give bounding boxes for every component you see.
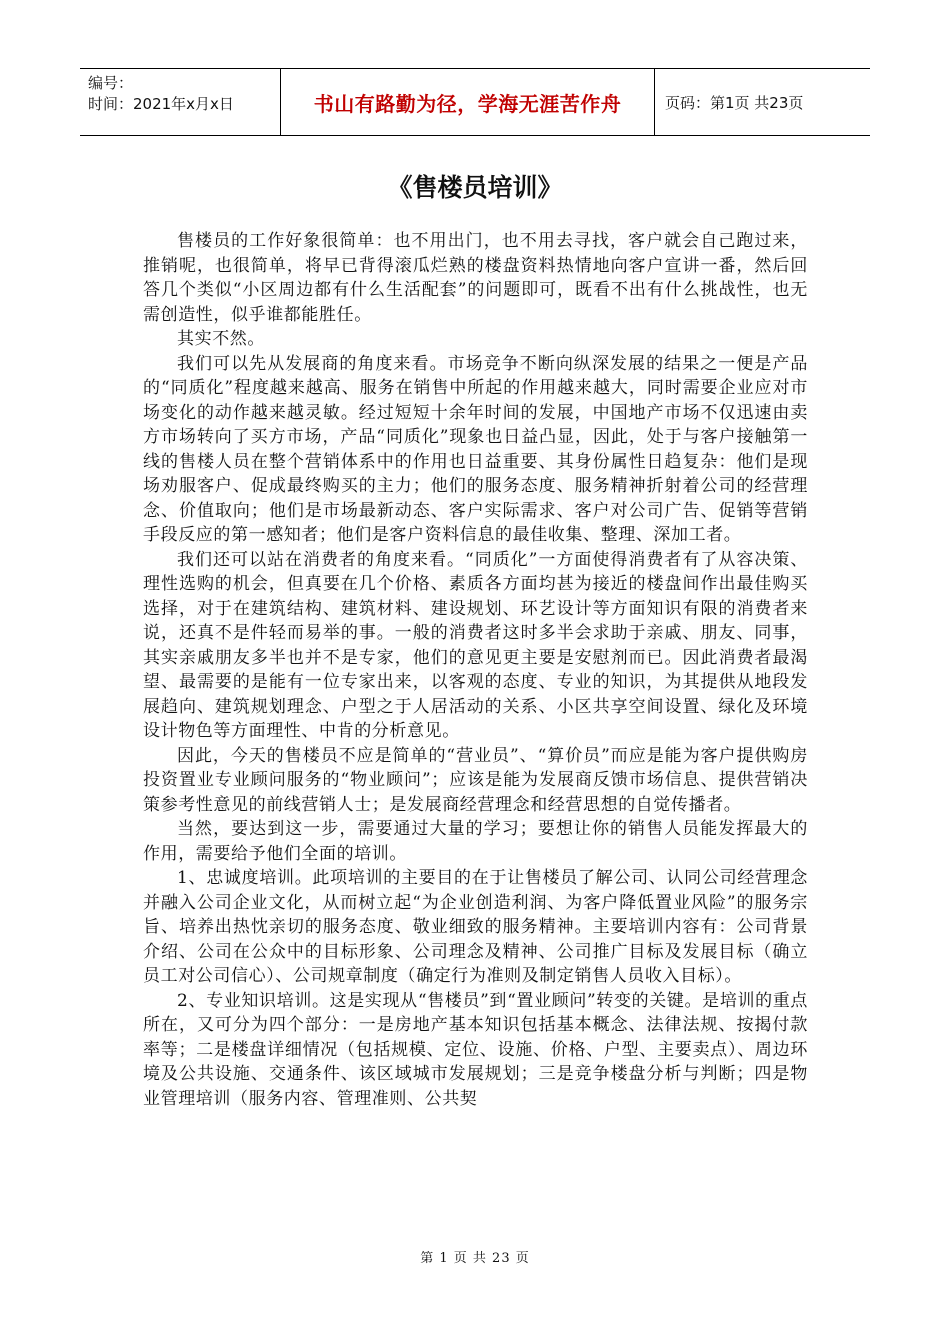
paragraph: 因此，今天的售楼员不应是简单的“营业员”、“算价员”而应是能为客户提供购房投资置业专业顾问服务的“物业顾问”；应该是能为发展商反馈市场信息、提供营销决策参考性意见的前线营销人士；是发展商经营理念和经营思想的自觉传播者。 [143,745,808,815]
header-motto-cell [280,69,655,135]
header-page-cell [655,69,870,135]
page-footer: 第 1 页 共 23 页 [420,1251,530,1266]
header-table [80,68,870,136]
document-title: 《售楼员培训》 [387,173,563,202]
paragraph: 我们还可以站在消费者的角度来看。“同质化”一方面使得消费者有了从容决策、理性选购的机会，但真要在几个价格、素质各方面均甚为接近的楼盘间作出最佳购买选择，对于在建筑结构、建筑材料、建设规划、环艺设计等方面知识有限的消费者来说，还真不是件轻而易举的事。一般的消费者这时多半会求助于亲戚、朋友、同事，其实亲戚朋友多半也并不是专家，他们的意见更主要是安慰剂而已。因此消费者最渴望、最需要的是能有一位专家出来，以客观的态度、专业的知识，为其提供从地段发展趋向、建筑规划理念、户型之于人居活动的关系、小区共享空间设置、绿化及环境设计物色等方面理性、中肯的分析意见。 [143,549,808,741]
paragraph: 2、专业知识培训。这是实现从“售楼员”到“置业顾问”转变的关键。是培训的重点所在，又可分为四个部分：一是房地产基本知识包括基本概念、法律法规、按揭付款率等；二是楼盘详细情况（包括规模、定位、设施、价格、户型、主要卖点）、周边环境及公共设施、交通条件、该区域城市发展规划；三是竞争楼盘分析与判断；四是物业管理培训（服务内容、管理准则、公共契 [143,990,808,1109]
paragraph: 当然，要达到这一步，需要通过大量的学习；要想让你的销售人员能发挥最大的作用，需要给予他们全面的培训。 [143,819,808,864]
paragraph: 其实不然。 [177,329,265,349]
document-date-label: 时间：2021年x月x日 [88,95,234,113]
header-meta-cell [80,69,280,135]
document-body [143,229,808,1111]
header-motto: 书山有路勤为径，学海无涯苦作舟 [313,91,622,116]
paragraph: 我们可以先从发展商的角度来看。市场竞争不断向纵深发展的结果之一便是产品的“同质化”程度越来越高、服务在销售中所起的作用越来越大，同时需要企业应对市场变化的动作越来越灵敏。经过短短十余年时间的发展，中国地产市场不仅迅速由卖方市场转向了买方市场，产品“同质化”现象也日益凸显，因此，处于与客户接触第一线的售楼人员在整个营销体系中的作用也日益重要、其身份属性日趋复杂：他们是现场劝服客户、促成最终购买的主力；他们的服务态度、服务精神折射着公司的经营理念、价值取向；他们是市场最新动态、客户实际需求、客户对公司广告、促销等营销手段反应的第一感知者；他们是客户资料信息的最佳收集、整理、深加工者。 [143,353,808,545]
header-page-info: 页码：第1页 共23页 [665,93,804,112]
document-number-label: 编号： [88,74,134,92]
paragraph: 售楼员的工作好象很简单：也不用出门，也不用去寻找，客户就会自己跑过来，推销呢，也很简单，将早已背得滚瓜烂熟的楼盘资料热情地向客户宣讲一番，然后回答几个类似“小区周边都有什么生活配套”的问题即可，既看不出有什么挑战性，也无需创造性，似乎谁都能胜任。 [143,231,808,325]
paragraph: 1、忠诚度培训。此项培训的主要目的在于让售楼员了解公司、认同公司经营理念并融入公司企业文化，从而树立起“为企业创造利润、为客户降低置业风险”的服务宗旨、培养出热忱亲切的服务态度、敬业细致的服务精神。主要培训内容有：公司背景介绍、公司在公众中的目标形象、公司理念及精神、公司推广目标及发展目标（确立员工对公司信心）、公司规章制度（确定行为准则及制定销售人员收入目标）。 [143,868,808,986]
